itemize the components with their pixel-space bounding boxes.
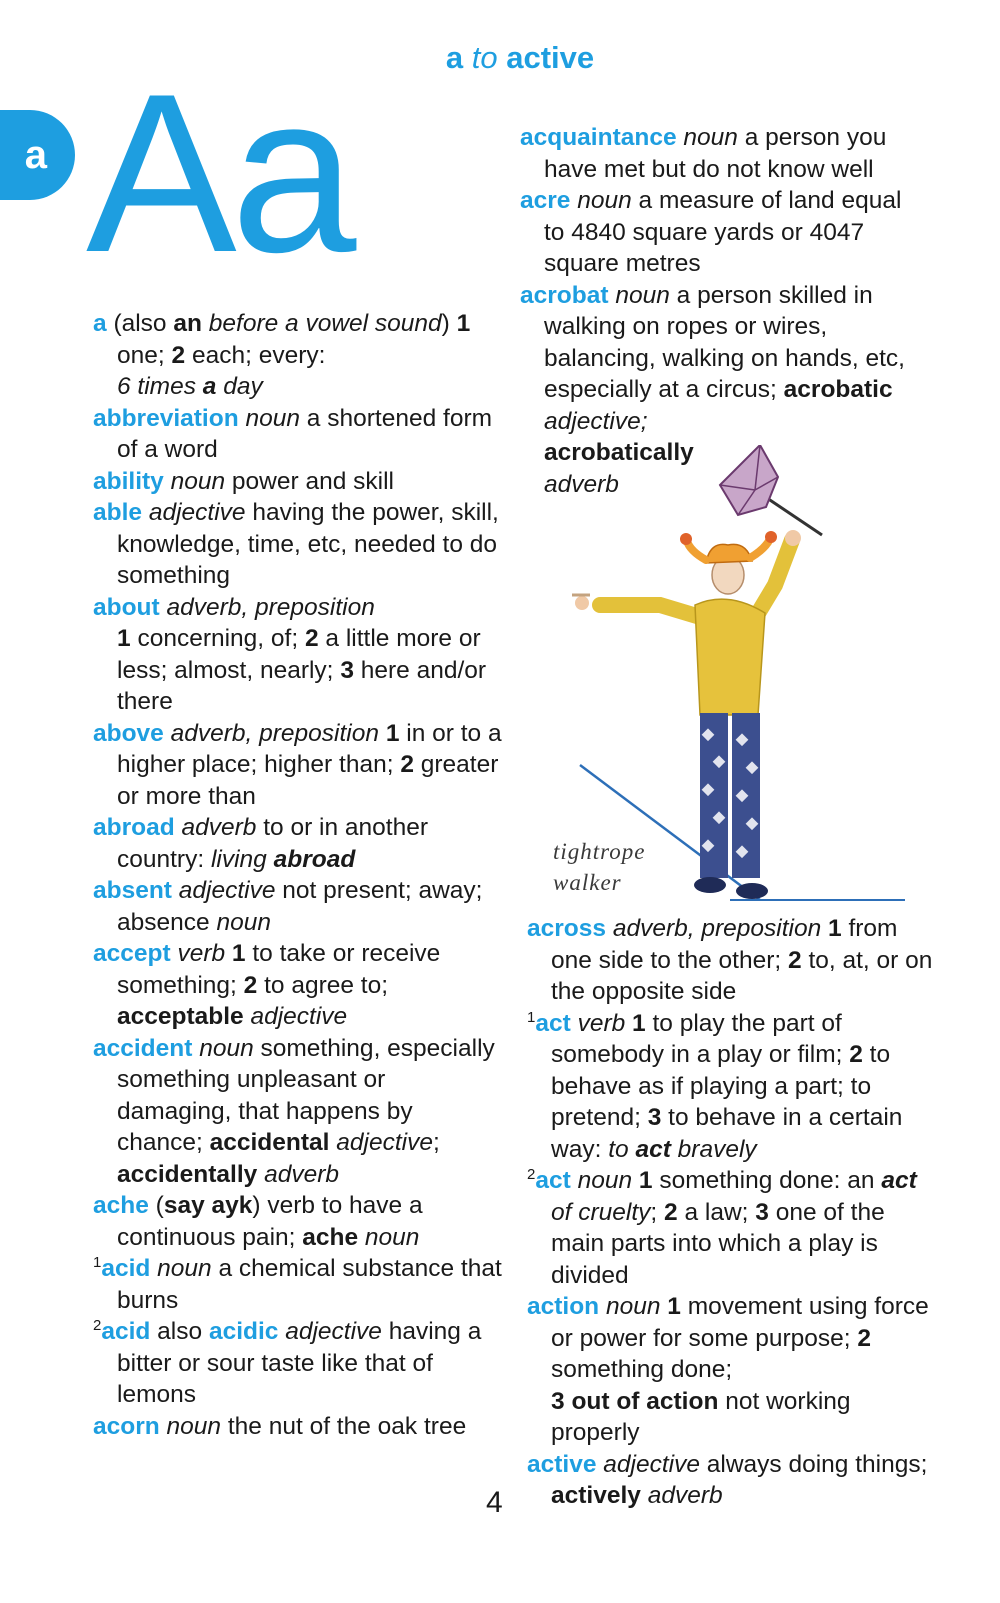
entry-acre: acre noun a measure of land equal to 4840 square yards or 4047 square metres <box>520 187 902 277</box>
page-number: 4 <box>486 1486 503 1519</box>
jester-hat-icon <box>680 531 777 563</box>
torso <box>695 599 765 715</box>
entry-across: across adverb, preposition 1 from one side to the other; 2 to, at, or on the opposite side <box>527 915 933 1005</box>
left-shoe <box>694 877 726 893</box>
right-column-bottom <box>527 913 937 1512</box>
entry-abroad: abroad adverb to or in another country: living abroad <box>93 814 429 873</box>
left-arm <box>600 605 710 620</box>
entry-acorn: acorn noun the nut of the oak tree <box>93 1412 467 1440</box>
header-from: a <box>445 40 464 75</box>
right-column-top <box>520 122 920 500</box>
entry-action: action noun 1 movement using force or power for some purpose; 2 something done; 3 out of action not working properly <box>527 1293 929 1446</box>
entry-acquaintance: acquaintance noun a person you have met but do not know well <box>520 124 887 183</box>
entry-accept: accept verb 1 to take or receive something; 2 to agree to; acceptable adjective <box>93 940 441 1030</box>
entry-ache: ache (say ayk) verb to have a continuous pain; ache noun <box>93 1192 423 1251</box>
section-letter: Aa <box>86 46 351 299</box>
legs <box>700 713 760 878</box>
entry-accident: accident noun something, especially something unpleasant or damaging, that happens by chance; accidental adjective; accidentally adverb <box>93 1034 495 1188</box>
entry-acid-2: $^2$acid also acidic adjective having a bitter or sour taste like that of lemons <box>93 1316 482 1408</box>
entry-able: able adjective having the power, skill, knowledge, time, etc, needed to do something <box>93 499 499 589</box>
header-until: active <box>506 40 595 75</box>
entry-ability: ability noun power and skill <box>93 467 394 495</box>
umbrella-icon <box>720 445 778 515</box>
illustration-caption: tightrope walker <box>553 839 646 895</box>
letter-tab[interactable]: a <box>0 110 75 200</box>
entry-a: a (also an before a vowel sound) 1 one; 2 each; every: 6 times a day <box>93 310 471 400</box>
header-to-word: to <box>471 40 498 75</box>
left-column <box>93 308 503 1442</box>
entry-acid-1: $^1$acid noun a chemical substance that burns <box>93 1253 502 1314</box>
entry-act-1: $^1$act verb 1 to play the part of somebody in a play or film; 2 to behave as if playing a part; to pretend; 3 to behave in a certain way: to act bravely <box>527 1008 903 1163</box>
entry-active: active adjective always doing things; actively adverb <box>527 1450 928 1509</box>
entry-act-2: $^2$act noun 1 something done: an act of cruelty; 2 a law; 3 one of the main parts into which a play is divided <box>527 1165 917 1289</box>
right-shoe <box>736 883 768 899</box>
entry-acrobat: acrobat noun a person skilled in walking on ropes or wires, balancing, walking on hands, etc, especially at a circus; acrobatic adjective; acrobatically adverb <box>520 281 905 498</box>
entry-about: about adverb, preposition 1 concerning, of; 2 a little more or less; almost, nearly; 3 here and/or there <box>93 593 487 715</box>
entry-abbreviation: abbreviation noun a shortened form of a word <box>93 404 493 463</box>
entry-absent: absent adjective not present; away; absence noun <box>93 877 483 936</box>
entry-above: above adverb, preposition 1 in or to a higher place; higher than; 2 greater or more than <box>93 719 502 810</box>
